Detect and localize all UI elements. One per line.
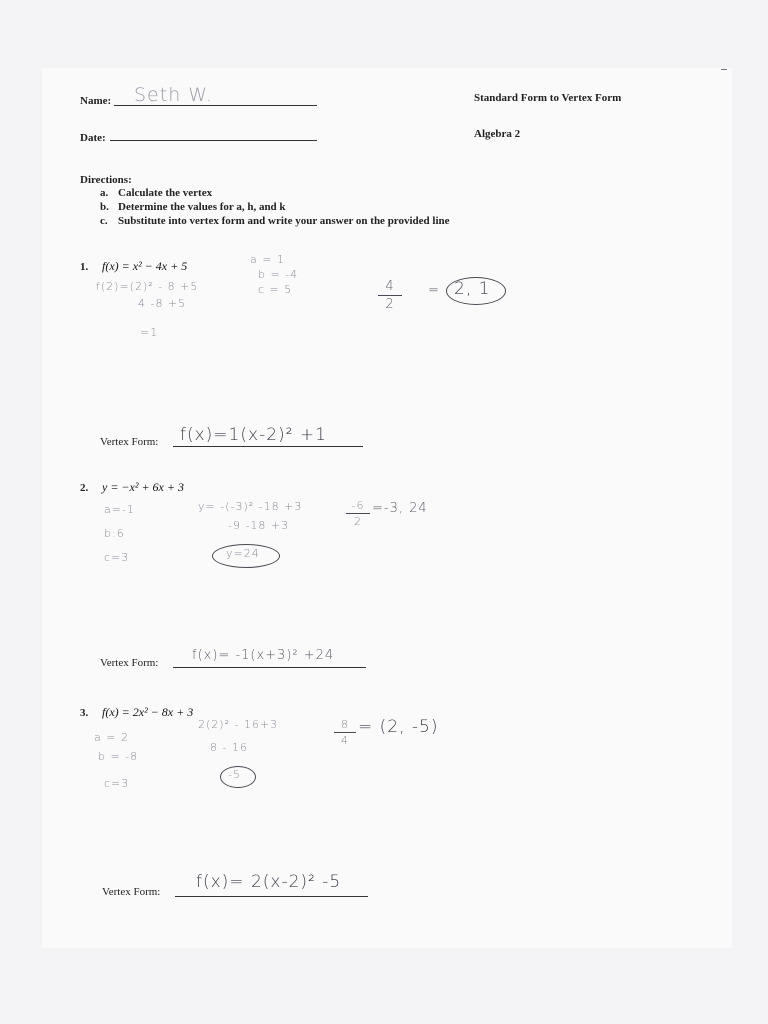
problem-2-equation: y = −x² + 6x + 3 [102, 480, 184, 494]
problem-2-work-line-3: y=24 [226, 547, 260, 560]
problem-3-fraction [334, 718, 356, 747]
direction-a-text: Calculate the vertex [118, 187, 213, 199]
problem-2-vertex-answer: f(x)= -1(x+3)² +24 [192, 648, 335, 663]
problem-1-fraction-bar [378, 295, 402, 296]
problem-3-coef-a: a = 2 [94, 731, 129, 744]
problem-2-coef-a: a=-1 [104, 503, 135, 516]
problem-1-answer-line [173, 446, 363, 447]
problem-1-number: 1. [80, 261, 89, 273]
directions-heading: Directions: [80, 174, 132, 186]
problem-3-coef-c: c=3 [104, 777, 130, 790]
direction-c-text: Substitute into vertex form and write your answer on the provided line [118, 215, 450, 227]
problem-2-fraction-num: -6 [351, 499, 365, 512]
name-label: Name: [80, 95, 112, 107]
direction-b-letter: b. [100, 201, 109, 213]
problem-1-fraction-den: 2 [385, 297, 395, 312]
problem-1-coef-a: a = 1 [250, 253, 285, 266]
date-label: Date: [80, 132, 106, 144]
problem-1-vertex-label: Vertex Form: [100, 436, 159, 448]
problem-3-number: 3. [80, 707, 89, 719]
problem-2-answer-line [173, 667, 366, 668]
worksheet-title: Standard Form to Vertex Form [474, 92, 622, 104]
problem-3-vertex-answer: f(x)= 2(x-2)² -5 [196, 872, 342, 892]
page-corner-mark [721, 69, 727, 70]
problem-1-coef-b: b = -4 [258, 268, 299, 281]
problem-3-fraction-num: 8 [341, 718, 349, 731]
problem-1-fraction [378, 279, 402, 312]
problem-1-work-line-2: 4 -8 +5 [138, 297, 187, 310]
problem-1-fraction-num: 4 [385, 279, 395, 294]
direction-a-letter: a. [100, 187, 109, 199]
problem-2-vertex-label: Vertex Form: [100, 657, 159, 669]
course-name: Algebra 2 [474, 128, 521, 140]
problem-2-work-line-1: y= -(-3)² -18 +3 [198, 500, 303, 513]
problem-2-number: 2. [80, 482, 89, 494]
problem-2-coef-b: b:6 [104, 527, 125, 540]
problem-1-work-line-3: =1 [140, 326, 159, 339]
problem-3-work-line-2: 8 - 16 [210, 741, 248, 754]
problem-3-work-line-3: -5 [228, 768, 241, 781]
problem-1-coef-c: c = 5 [258, 283, 293, 296]
problem-3-result: = (2, -5) [358, 717, 439, 737]
problem-1-result: 2, 1 [454, 279, 491, 299]
direction-b-text: Determine the values for a, h, and k [118, 201, 286, 213]
problem-1-work-line-1: f(2)=(2)² - 8 +5 [96, 280, 199, 293]
problem-2-fraction [346, 499, 370, 528]
problem-3-fraction-bar [334, 732, 356, 733]
problem-3-coef-b: b = -8 [98, 750, 139, 763]
name-handwritten: Seth W. [134, 84, 213, 106]
problem-3-fraction-den: 4 [341, 734, 349, 747]
problem-2-result: =-3, 24 [372, 501, 428, 516]
problem-3-answer-line [175, 896, 368, 897]
problem-3-work-line-1: 2(2)² - 16+3 [198, 718, 279, 731]
problem-2-fraction-bar [346, 513, 370, 514]
problem-3-vertex-label: Vertex Form: [102, 886, 161, 898]
problem-1-equals: = [428, 283, 440, 298]
problem-1-equation: f(x) = x² − 4x + 5 [102, 259, 188, 273]
problem-3-equation: f(x) = 2x² − 8x + 3 [102, 705, 194, 719]
problem-1-vertex-answer: f(x)=1(x-2)² +1 [180, 425, 327, 445]
problem-2-fraction-den: 2 [354, 515, 362, 528]
date-line [110, 140, 317, 141]
problem-2-coef-c: c=3 [104, 551, 130, 564]
direction-c-letter: c. [100, 215, 108, 227]
problem-2-work-line-2: -9 -18 +3 [228, 519, 290, 532]
